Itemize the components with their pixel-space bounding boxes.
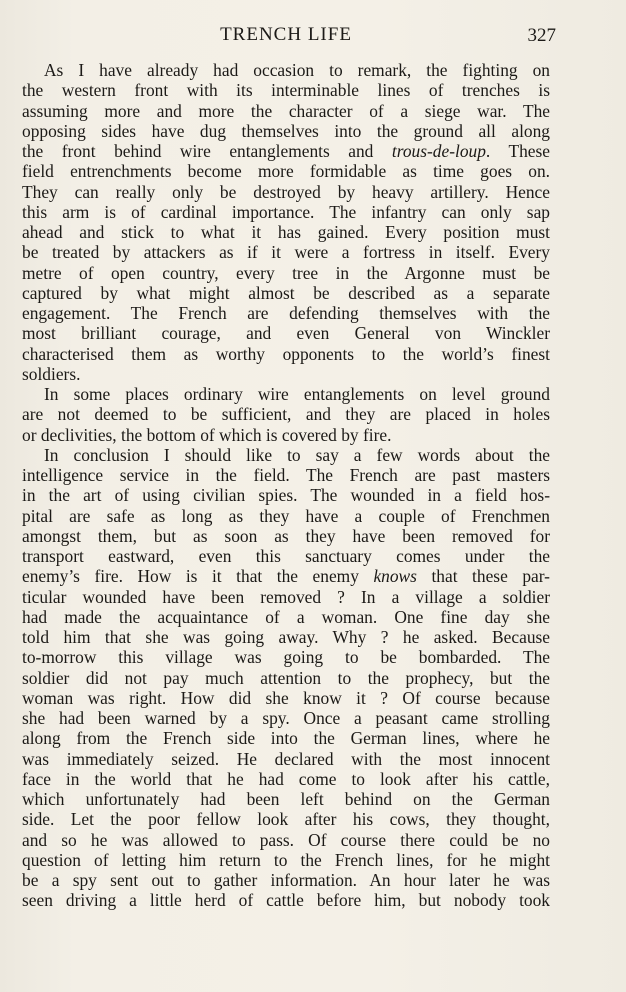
- text-run: had made the acquaintance of a woman. One fine day she: [22, 606, 550, 627]
- text-run: seen driving a little herd of cattle before him, but nobody took: [22, 890, 550, 911]
- text-run: In conclusion I should like to say a few words about the: [44, 444, 550, 465]
- text-run: or declivities, the bottom of which is covered by fire.: [22, 424, 392, 445]
- text-line: [22, 242, 550, 262]
- text-run: soldier did not pay much attention to the prophecy, but the: [22, 667, 550, 688]
- paragraph: [22, 60, 550, 384]
- text-run: . These: [485, 141, 550, 161]
- text-line: [22, 425, 550, 445]
- text-run: captured by what might almost be described as a separate: [22, 282, 550, 303]
- text-line: [22, 404, 550, 424]
- text-run: characterised them as worthy opponents to the world’s finest: [22, 343, 550, 364]
- text-line: [22, 364, 550, 384]
- text-line: [22, 121, 550, 141]
- text-line: [22, 627, 550, 647]
- text-line: [22, 141, 550, 161]
- text-line: [22, 182, 550, 202]
- text-line: [22, 647, 550, 667]
- text-line: [22, 708, 550, 728]
- text-run: assuming more and more the character of a siege war. The: [22, 100, 550, 121]
- text-run: to-morrow this village was going to be bombarded. The: [22, 647, 550, 668]
- text-run: question of letting him return to the French lines, for he might: [22, 849, 550, 870]
- text-run: she had been warned by a spy. Once a peasant came strolling: [22, 708, 550, 728]
- text-run: be a spy sent out to gather information. An hour later he was: [22, 870, 550, 890]
- text-line: [22, 202, 550, 222]
- text-line: [22, 506, 550, 526]
- text-line: [22, 101, 550, 121]
- text-run: this arm is of cardinal importance. The infantry can only sap: [22, 201, 550, 222]
- text-line: [22, 263, 550, 283]
- text-run: ahead and stick to what it has gained. Every position must: [22, 222, 550, 242]
- text-line: [22, 890, 550, 910]
- text-run: which unfortunately had been left behind on the German: [22, 789, 550, 809]
- text-line: [22, 769, 550, 789]
- text-line: [22, 60, 550, 80]
- text-run: amongst them, but as soon as they have been removed for: [22, 525, 550, 546]
- paragraph: [22, 445, 550, 911]
- text-run: the front behind wire entanglements and: [22, 141, 392, 161]
- text-line: [22, 587, 550, 607]
- text-run: and so he was allowed to pass. Of course there could be no: [22, 829, 550, 850]
- text-line: [22, 283, 550, 303]
- text-run: enemy’s fire. How is it that the enemy: [22, 566, 374, 587]
- body-text: [22, 60, 550, 911]
- text-line: [22, 465, 550, 485]
- text-run: along from the French side into the German lines, where he: [22, 728, 550, 749]
- italic-text: trous-de-loup: [391, 141, 486, 161]
- text-run: face in the world that he had come to look after his cattle,: [22, 768, 550, 789]
- text-line: [22, 303, 550, 323]
- text-line: [22, 344, 550, 364]
- text-run: told him that she was going away. Why ? he asked. Because: [22, 627, 550, 647]
- text-run: They can really only be destroyed by heavy artillery. Hence: [22, 181, 550, 202]
- text-run: metre of open country, every tree in the Argonne must be: [22, 262, 550, 283]
- text-line: [22, 566, 550, 586]
- text-run: side. Let the poor fellow look after his cows, they thought,: [22, 809, 550, 830]
- text-line: [22, 526, 550, 546]
- italic-text: knows: [373, 566, 417, 587]
- page-number: 327: [527, 25, 556, 46]
- text-run: field entrenchments become more formidable as time goes on.: [22, 161, 550, 182]
- text-run: soldiers.: [22, 363, 81, 384]
- text-line: [22, 222, 550, 242]
- running-head: [22, 22, 556, 48]
- text-run: pital are safe as long as they have a couple of Frenchmen: [22, 505, 550, 526]
- text-line: [22, 384, 550, 404]
- running-head-title: TRENCH LIFE: [220, 24, 352, 45]
- text-run: engagement. The French are defending themselves with the: [22, 303, 550, 323]
- text-run: most brilliant courage, and even General von Winckler: [22, 323, 550, 344]
- text-run: are not deemed to be sufficient, and they are placed in holes: [22, 404, 550, 425]
- text-line: [22, 688, 550, 708]
- text-line: [22, 607, 550, 627]
- text-run: be treated by attackers as if it were a fortress in itself. Every: [22, 242, 550, 263]
- text-line: [22, 830, 550, 850]
- text-line: [22, 850, 550, 870]
- text-run: transport eastward, even this sanctuary comes under the: [22, 546, 550, 566]
- text-run: that these par-: [416, 566, 550, 587]
- text-run: opposing sides have dug themselves into the ground all along: [22, 120, 550, 141]
- text-line: [22, 809, 550, 829]
- text-run: As I have already had occasion to remark, the fighting on: [44, 60, 550, 80]
- text-run: the western front with its interminable lines of trenches is: [22, 80, 550, 101]
- text-line: [22, 546, 550, 566]
- text-line: [22, 323, 550, 343]
- text-line: [22, 161, 550, 181]
- text-line: [22, 485, 550, 505]
- text-run: In some places ordinary wire entanglements on level ground: [44, 384, 550, 404]
- text-run: intelligence service in the field. The French are past masters: [22, 465, 550, 485]
- text-run: ticular wounded have been removed ? In a village a soldier: [22, 586, 550, 607]
- text-line: [22, 728, 550, 748]
- text-run: was immediately seized. He declared with the most innocent: [22, 748, 550, 769]
- text-line: [22, 749, 550, 769]
- text-line: [22, 870, 550, 890]
- text-line: [22, 789, 550, 809]
- text-line: [22, 668, 550, 688]
- text-run: in the art of using civilian spies. The wounded in a field hos-: [22, 485, 550, 506]
- text-line: [22, 445, 550, 465]
- paragraph: [22, 384, 550, 445]
- text-line: [22, 80, 550, 100]
- text-run: woman was right. How did she know it ? Of course because: [22, 687, 550, 708]
